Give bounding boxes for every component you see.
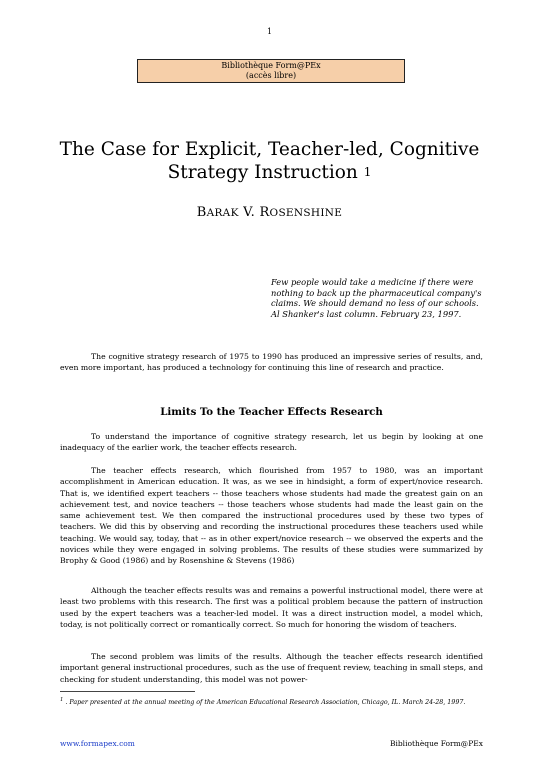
author-first-initial: B [196,205,207,220]
title-line-2-text: Strategy Instruction [167,162,358,183]
body-paragraph-3 [60,585,483,630]
footer-library-name: Bibliothèque Form@PEx [389,739,483,748]
body-paragraph-3-text: Although the teacher effects results was and remains a powerful instructional model, there were at least two problems with this research. The first was a political problem because the pattern of instruction used by the expert teachers was a teacher-led model. It was a direct instruction model, a model which, today, is not politically correct or romantically correct. So much for honoring the wisdom of teachers. [60,586,483,629]
body-paragraph-1 [60,431,483,454]
intro-text: The cognitive strategy research of 1975 to 1990 has produced an impressive series of results, and, even more important, has produced a technology for continuing this line of research and practice. [60,352,483,373]
epigraph-quote: Few people would take a medicine if there were nothing to back up the pharmaceutical company's claims. We should demand no less of our schools. [271,277,482,309]
body-paragraph-1-text: To understand the importance of cognitive strategy research, let us begin by looking at one inadequacy of the earlier work, the teacher effects research. [60,432,483,453]
author-last-rest: OSENSHINE [269,207,343,219]
body-paragraph-2 [60,465,483,567]
epigraph-attribution: Al Shanker's last column. February 23, 1997. [271,308,462,319]
epigraph [271,277,486,319]
title-line-1: The Case for Explicit, Teacher-led, Cognitive [59,139,480,160]
footer-website-link[interactable]: www.formapex.com [60,739,135,748]
footnote-mark: 1 [60,697,64,703]
author-middle: V. [238,205,260,220]
section-heading: Limits To the Teacher Effects Research [160,406,383,418]
intro-paragraph [60,351,483,374]
footnote-text: . Paper presented at the annual meeting of the American Educational Research Association, Chicago, IL. March 24-28, 1997. [65,699,466,707]
footnote-divider [60,691,195,692]
document-title [40,138,499,184]
body-paragraph-4 [60,651,483,685]
author-name [0,205,539,220]
author-first-rest: ARAK [206,207,239,219]
author-last-initial: R [259,205,270,220]
banner-line-1: Bibliothèque Form@PEx [221,61,321,70]
library-banner [137,59,405,83]
banner-line-2: (accès libre) [245,71,297,80]
body-paragraph-2-text: The teacher effects research, which flourished from 1957 to 1980, was an important accomplishment in American education. It was, as we see in hindsight, a form of expert/novice research. That is, we identified expert teachers -- those teachers whose students had made the greatest gain on an achievement test, and novice teachers -- those teachers whose students had made the least gain on the same achievement test. We then compared the instructional procedures used by these two types of teachers. We did this by observing and recording the instructional procedures these teachers used while teaching. We would say, today, that -- as in other expert/novice research -- we observed the experts and the novices while they were engaged in solving problems. The results of these studies were summarized by Brophy & Good (1986) and by Rosenshine & Stevens (1986) [60,466,483,566]
title-line-2 [40,161,499,184]
footnote [60,696,483,707]
body-paragraph-4-text: The second problem was limits of the results. Although the teacher effects research identified important general instructional procedures, such as the use of frequent review, teaching in small steps, and checking for student understanding, this model was not power- [60,652,483,684]
title-footnote-mark: 1 [363,165,372,179]
page-number: 1 [266,27,273,36]
